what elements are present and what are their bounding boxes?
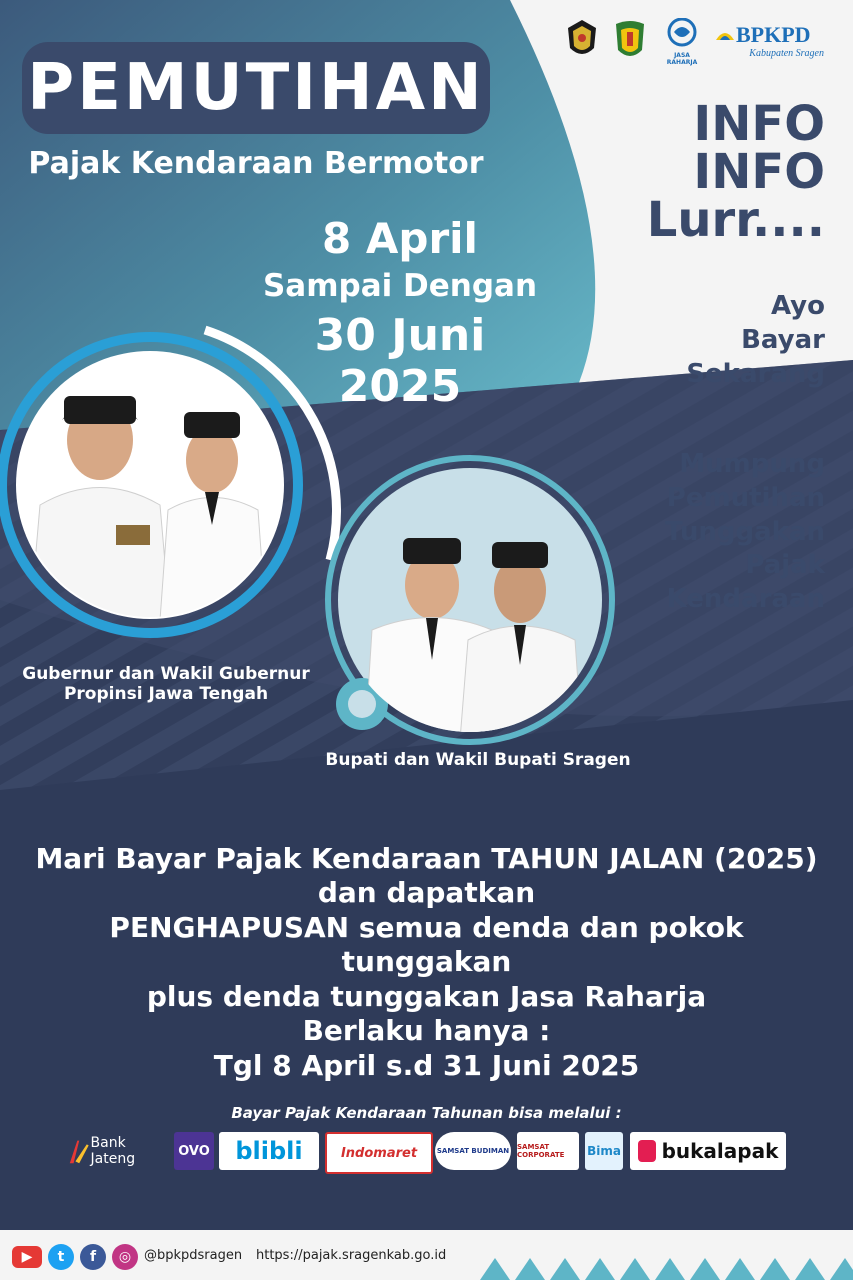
payment-logos xyxy=(66,1132,788,1172)
bpkpd-logo xyxy=(714,22,832,66)
samsat-corporate-logo: SAMSAT CORPORATE xyxy=(517,1132,579,1170)
youtube-icon[interactable]: ▶ xyxy=(12,1246,42,1268)
bpkpd-name: BPKPD xyxy=(736,22,811,47)
info-headline xyxy=(646,96,825,248)
main-message xyxy=(20,842,833,1083)
jasa-raharja-logo-icon xyxy=(662,18,702,66)
message-line: Mari Bayar Pajak Kendaraan TAHUN JALAN (2025) xyxy=(35,842,818,875)
title-banner xyxy=(22,42,490,134)
message-line: PENGHAPUSAN semua denda dan pokok tunggakan xyxy=(109,910,744,979)
call-line: Sekarang xyxy=(686,358,825,389)
call-to-action xyxy=(686,290,825,391)
bpkpd-sub: Kabupaten Sragen xyxy=(749,48,824,59)
period-block xyxy=(250,215,550,412)
bima-logo: Bima xyxy=(585,1132,623,1170)
page-title: PEMUTIHAN xyxy=(27,51,485,125)
info-line: Lurr.... xyxy=(646,192,825,248)
bank-jateng-icon xyxy=(66,1136,91,1166)
social-handle[interactable]: @bpkpdsragen xyxy=(144,1248,243,1263)
footer xyxy=(0,1230,853,1280)
jateng-emblem-icon xyxy=(612,18,648,62)
twitter-icon[interactable]: t xyxy=(48,1244,74,1270)
message-line: Berlaku hanya : xyxy=(302,1014,551,1048)
instagram-icon[interactable]: ◎ xyxy=(112,1244,138,1270)
message-line: Tgl 8 April s.d 31 Juni 2025 xyxy=(213,1048,640,1082)
message-line: plus denda tunggakan Jasa Raharja xyxy=(146,979,707,1013)
call-line: Bayar xyxy=(741,324,825,355)
period-start: 8 April xyxy=(322,214,478,263)
page-subtitle: Pajak Kendaraan Bermotor xyxy=(28,146,484,181)
jasa-raharja-text: JASA RAHARJA xyxy=(666,52,698,66)
mumpung-line: Mumpung xyxy=(679,449,825,479)
ovo-logo: OVO xyxy=(174,1132,214,1170)
blibli-logo: blibli xyxy=(219,1132,319,1170)
payment-label: Bayar Pajak Kendaraan Tahunan bisa melalui : xyxy=(231,1104,622,1122)
call-line: Ayo xyxy=(770,291,825,321)
bpkpd-emblem-icon xyxy=(714,24,736,46)
bukalapak-logo: bukalapak xyxy=(630,1132,786,1170)
mumpung-line: Pajak xyxy=(745,550,825,581)
regent-caption: Bupati dan Wakil Bupati Sragen xyxy=(325,750,631,770)
mumpung-line: Pemutihan xyxy=(666,482,825,513)
samsat-budiman-logo: SAMSAT BUDIMAN xyxy=(435,1132,511,1170)
mumpung-line: Tunggakan xyxy=(664,516,825,547)
period-year: 2025 xyxy=(338,360,462,412)
mumpung-text xyxy=(665,448,825,617)
website-link[interactable]: https://pajak.sragenkab.go.id xyxy=(256,1248,447,1263)
governor-caption xyxy=(10,664,322,704)
bank-jateng-logo: Bank Jateng xyxy=(66,1132,170,1170)
indomaret-logo: Indomaret xyxy=(325,1132,433,1174)
info-line: INFO xyxy=(693,144,825,200)
police-emblem-icon xyxy=(566,18,598,62)
governor-caption-line1: Gubernur dan Wakil Gubernur xyxy=(22,664,310,684)
period-connector: Sampai Dengan xyxy=(262,268,538,305)
mumpung-line: Kendaraan xyxy=(666,584,825,615)
governor-caption-line2: Propinsi Jawa Tengah xyxy=(63,684,269,704)
bukalapak-icon xyxy=(638,1140,656,1162)
message-line: dan dapatkan xyxy=(317,876,536,910)
period-end: 30 Juni xyxy=(314,309,486,361)
facebook-icon[interactable]: f xyxy=(80,1244,106,1270)
info-line: INFO xyxy=(693,96,825,152)
